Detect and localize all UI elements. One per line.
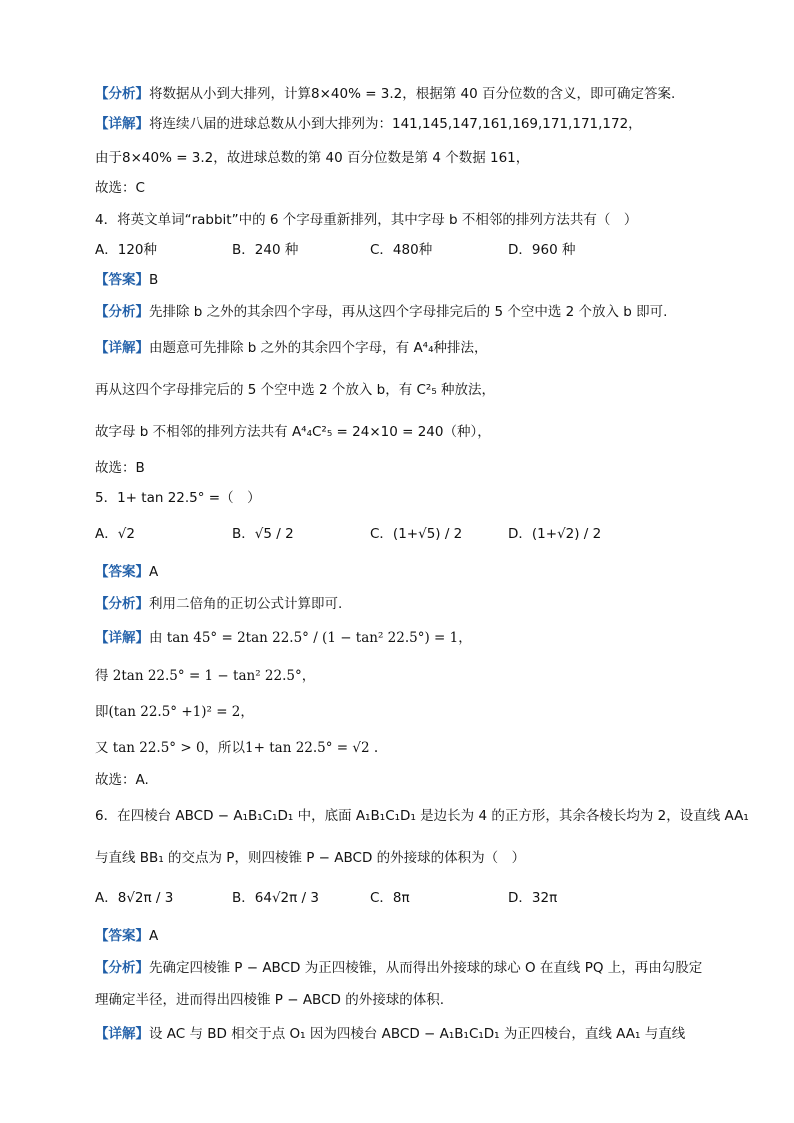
q6-option-b: B．64√2π / 3 (232, 890, 319, 906)
analysis-tag: 【分析】 (95, 960, 149, 976)
q4-detail-line2: 再从这四个字母排完后的 5 个空中选 2 个放入 b，有 C²₅ 种放法， (95, 382, 496, 398)
answer-tag: 【答案】 (95, 928, 149, 944)
q6-stem-line2: 与直线 BB₁ 的交点为 P，则四棱锥 P − ABCD 的外接球的体积为（ ） (95, 850, 526, 866)
q6-answer: 【答案】A (95, 928, 159, 944)
q5-analysis: 【分析】利用二倍角的正切公式计算即可. (95, 596, 343, 612)
q4-detail-line3: 故字母 b 不相邻的排列方法共有 A⁴₄C²₅ = 24×10 = 240（种）， (95, 424, 491, 440)
detail-tag: 【详解】 (95, 630, 149, 646)
q4-detail: 【详解】由题意可先排除 b 之外的其余四个字母，有 A⁴₄种排法， (95, 340, 488, 356)
q4-option-b: B．240 种 (232, 242, 299, 258)
q5-detail: 【详解】由 tan 45° = 2tan 22.5° / (1 − tan² 22.5°) = 1， (95, 630, 472, 646)
q4-option-c: C．480种 (370, 242, 433, 258)
q5-option-a: A．√2 (95, 526, 135, 542)
q4-stem: 4．将英文单词“rabbit”中的 6 个字母重新排列，其中字母 b 不相邻的排列方法共有（ ） (95, 212, 638, 228)
q5-option-c: C．(1+√5) / 2 (370, 526, 463, 542)
q6-option-a: A．8√2π / 3 (95, 890, 174, 906)
detail-tag: 【详解】 (95, 116, 149, 132)
q5-detail-line3: 即(tan 22.5° +1)² = 2， (95, 704, 254, 720)
q4-choice: 故选：B (95, 460, 145, 476)
q4-option-d: D．960 种 (508, 242, 576, 258)
q3-analysis: 【分析】将数据从小到大排列，计算8×40% = 3.2，根据第 40 百分位数的含义，即可确定答案. (95, 86, 676, 102)
q5-detail-line2: 得 2tan 22.5° = 1 − tan² 22.5°， (95, 668, 316, 684)
answer-tag: 【答案】 (95, 564, 149, 580)
q5-choice: 故选：A. (95, 772, 149, 788)
q6-analysis-line2: 理确定半径，进而得出四棱锥 P − ABCD 的外接球的体积. (95, 992, 444, 1008)
q6-detail: 【详解】设 AC 与 BD 相交于点 O₁ 因为四棱台 ABCD − A₁B₁C₁D₁ 为正四棱台，直线 AA₁ 与直线 (95, 1026, 686, 1042)
analysis-tag: 【分析】 (95, 86, 149, 102)
q6-option-d: D．32π (508, 890, 558, 906)
q3-choice: 故选：C (95, 180, 145, 196)
q4-answer: 【答案】B (95, 272, 159, 288)
q5-stem: 5．1+ tan 22.5° =（ ） (95, 490, 261, 506)
detail-tag: 【详解】 (95, 340, 149, 356)
q4-option-a: A．120种 (95, 242, 158, 258)
q6-analysis: 【分析】先确定四棱锥 P − ABCD 为正四棱锥，从而得出外接球的球心 O 在直线 PQ 上，再由勾股定 (95, 960, 703, 976)
q6-stem: 6．在四棱台 ABCD − A₁B₁C₁D₁ 中，底面 A₁B₁C₁D₁ 是边长为 4 的正方形，其余各棱长均为 2，设直线 AA₁ (95, 808, 749, 824)
analysis-tag: 【分析】 (95, 304, 149, 320)
detail-tag: 【详解】 (95, 1026, 149, 1042)
q5-option-d: D．(1+√2) / 2 (508, 526, 602, 542)
q5-detail-line4: 又 tan 22.5° > 0，所以1+ tan 22.5° = √2 . (95, 740, 379, 756)
answer-tag: 【答案】 (95, 272, 149, 288)
q4-analysis: 【分析】先排除 b 之外的其余四个字母，再从这四个字母排完后的 5 个空中选 2 个放入 b 即可. (95, 304, 668, 320)
q3-detail: 【详解】将连续八届的进球总数从小到大排列为：141,145,147,161,169,171,171,172， (95, 116, 642, 132)
q6-option-c: C．8π (370, 890, 410, 906)
q3-detail-line2: 由于8×40% = 3.2，故进球总数的第 40 百分位数是第 4 个数据 161， (95, 150, 530, 166)
analysis-tag: 【分析】 (95, 596, 149, 612)
q5-option-b: B．√5 / 2 (232, 526, 294, 542)
q5-answer: 【答案】A (95, 564, 159, 580)
